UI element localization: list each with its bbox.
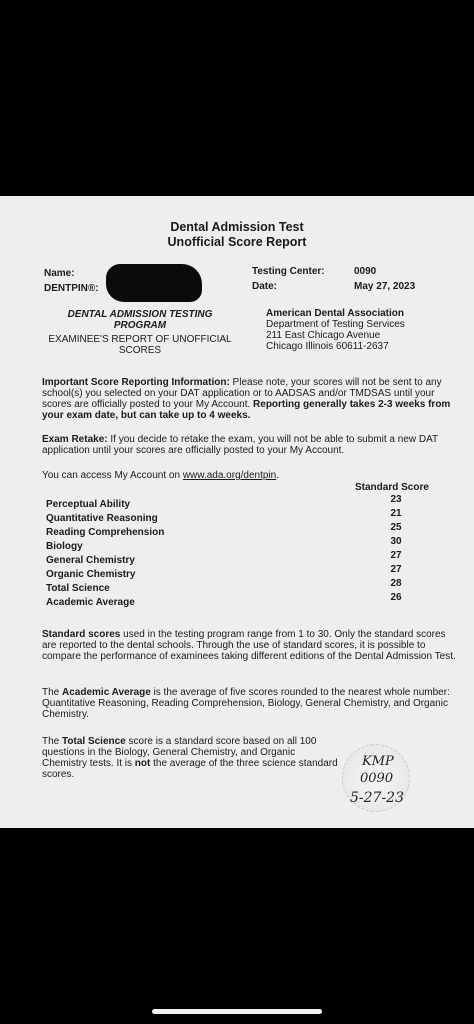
score-value-perceptual-ability: 23 — [390, 494, 402, 505]
standard-scores-text: used in the testing program range from 1 to 30. Only the standard scores are reported to the dental schools. Through the use of standard scores, it is possible to compare the performance of examinees taking different editions of the Dental Admission Test. — [42, 629, 456, 662]
important-info-text: Please note, your scores will not be sent to any school(s) you selected on your DAT application or to AADSAS and/or TMDSAS until your scores are officially posted to your My Account. — [42, 377, 442, 410]
standard-score-header: Standard Score — [355, 482, 429, 493]
score-label-biology: Biology — [46, 541, 83, 552]
score-value-quantitative-reasoning: 21 — [390, 508, 402, 519]
report-title-line2: Unofficial Score Report — [167, 235, 307, 249]
date-label: Date: — [252, 281, 278, 292]
report-line2: SCORES — [118, 345, 162, 356]
testing-center-label: Testing Center: — [252, 266, 325, 277]
exam-retake-text: If you decide to retake the exam, you will not be able to submit a new DAT application until your scores are officially posted to your My Account. — [42, 434, 438, 456]
academic-average-paragraph — [42, 687, 462, 720]
report-title-line1: Dental Admission Test — [170, 220, 304, 234]
dentpin-link[interactable]: www.ada.org/dentpin — [182, 470, 277, 481]
access-end: . — [276, 470, 280, 481]
program-line2: PROGRAM — [113, 320, 167, 331]
handwritten-date: 5-27-23 — [350, 790, 404, 806]
score-report-page — [0, 196, 474, 828]
important-info-paragraph — [42, 377, 462, 421]
score-value-total-science: 28 — [390, 578, 402, 589]
handwritten-initials: KMP — [362, 754, 394, 769]
access-paragraph — [42, 470, 462, 481]
address-city: Chicago Illinois 60611-2637 — [266, 341, 389, 352]
exam-retake-paragraph — [42, 434, 462, 456]
score-label-general-chemistry: General Chemistry — [46, 555, 135, 566]
score-value-academic-average: 26 — [390, 592, 402, 603]
handwritten-center-code: 0090 — [360, 771, 394, 786]
total-science-not: not — [134, 758, 151, 769]
dentpin-label: DENTPIN®: — [44, 283, 99, 294]
important-info-heading: Important Score Reporting Information: — [42, 377, 230, 388]
standard-scores-bold: Standard scores — [42, 629, 121, 640]
program-line1: DENTAL ADMISSION TESTING — [67, 309, 213, 320]
total-science-bold: Total Science — [62, 736, 126, 747]
academic-average-text: is the average of five scores rounded to the nearest whole number: Quantitative Reasoning, Reading Comprehension, Biology, General Chemistry, and Organic Chemistry. — [42, 687, 450, 720]
score-value-biology: 30 — [390, 536, 402, 547]
address-street: 211 East Chicago Avenue — [266, 330, 381, 341]
name-label: Name: — [44, 268, 75, 279]
exam-retake-heading: Exam Retake: — [42, 434, 108, 445]
total-science-pre: The — [42, 736, 63, 747]
date-value: May 27, 2023 — [354, 281, 416, 292]
score-value-organic-chemistry: 27 — [390, 564, 402, 575]
report-line1: EXAMINEE'S REPORT OF UNOFFICIAL — [48, 334, 232, 345]
standard-scores-paragraph — [42, 629, 462, 662]
score-label-organic-chemistry: Organic Chemistry — [46, 569, 136, 580]
access-text: You can access My Account on — [42, 470, 183, 481]
academic-average-bold: Academic Average — [62, 687, 151, 698]
score-label-academic-average: Academic Average — [46, 597, 135, 608]
total-science-text1: score is a standard score based on all 100 questions in the Biology, General Chemistry, and Organic Chemistry tests. It is — [42, 736, 317, 769]
address-org: American Dental Association — [266, 308, 405, 319]
total-science-text2: the average of the three science standard scores. — [42, 758, 338, 780]
score-value-reading-comprehension: 25 — [390, 522, 402, 533]
score-label-total-science: Total Science — [46, 583, 110, 594]
testing-center-value: 0090 — [354, 266, 377, 277]
total-science-paragraph — [42, 736, 342, 780]
address-dept: Department of Testing Services — [266, 319, 405, 330]
academic-average-pre: The — [42, 687, 63, 698]
score-value-general-chemistry: 27 — [390, 550, 402, 561]
score-label-perceptual-ability: Perceptual Ability — [46, 499, 131, 510]
home-indicator[interactable] — [152, 1009, 322, 1014]
score-label-reading-comprehension: Reading Comprehension — [46, 527, 165, 538]
score-label-quantitative-reasoning: Quantitative Reasoning — [46, 513, 158, 524]
redacted-name-block — [106, 264, 202, 302]
important-info-bold: Reporting generally takes 2-3 weeks from your exam date, but can take up to 4 weeks. — [42, 399, 451, 421]
